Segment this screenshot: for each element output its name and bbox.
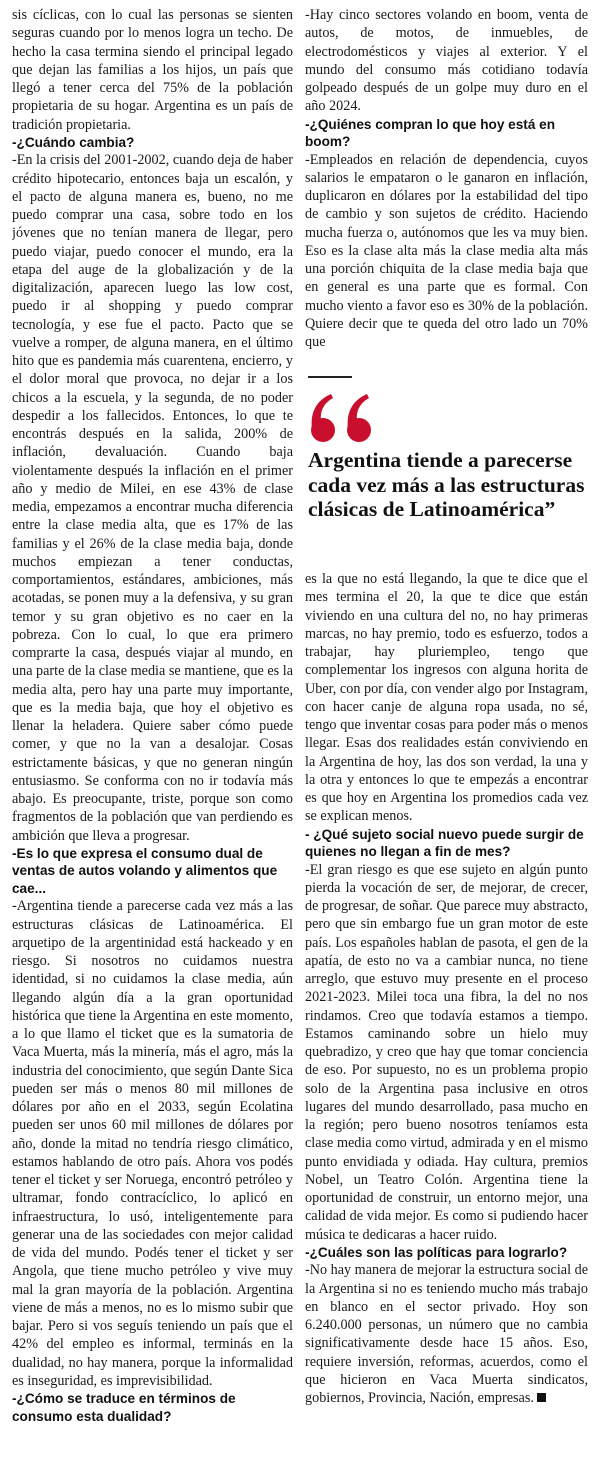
body-paragraph: -El gran riesgo es que ese sujeto en algún punto pierda la vocación de ser, de mejorar, de crecer, de progresar, de soñar. Que parece muy abstracto, pero que sin embargo fue un gran motor de este país. Los españoles hablan de pasota, el gen de la apatía, de esto no va a cambiar nunca, no tiene arreglo, que estuvo muy presente en el proceso 2021-2023. Milei toca una fibra, la del no nos rindamos. Creo que todavía estamos a tiempo. Estamos caminando sobre un hielo muy quebradizo, y creo que hay que tomar conciencia de eso. Por supuesto, no es un problema propio solo de la Argentina pasa inclusive en otros lugares del mundo desarrollado, pasa mucho en la región; pero bueno nosotros teníamos esta clase media como virtud, admirada y en el mismo punto envidiada y odiada. Hay cultura, premios Nobel, un Teatro Colón. Argentina tiene la oportunidad de construir, un entorno mejor, una calidad de vida mejor. Es como si pudiendo hacer música te dedicaras a hacer ruido. (305, 861, 588, 1243)
open-quote-icon (305, 390, 385, 446)
interview-question: -¿Cómo se traduce en términos de consumo esta dualidad? (12, 1391, 236, 1424)
interview-question: -¿Cuáles son las políticas para lograrlo? (305, 1244, 568, 1260)
interview-question: - ¿Qué sujeto social nuevo puede surgir de quienes no llegan a fin de mes? (305, 826, 584, 859)
body-paragraph: -Argentina tiende a parecerse cada vez más a las estructuras clásicas de Latinoamérica. El arquetipo de la argentinidad está hackeado y en riesgo. Si nosotros no cuidamos nuestra identidad, si no cuidamos la clase media, aún llegando algún día a la gran oportunidad histórica que tiene la Argentina en este momento, a lo que llamo el ticket que es la sumatoria de Vaca Muerta, más la minería, más el agro, más la industria del conocimiento, que según Dante Sica pueden ser más o menos 80 mil millones de dólares por año en el 2033, según Ecolatina pueden ser unos 60 mil millones de dólares por año, donde la mitad no tendría riesgo climático, estamos hablando de otro país. Ahora vos podés tener el ticket y ser Noruega, encontró petróleo y ultramar, fondo contracíclico, lo aplicó en infraestructura, lo usó, inteligentemente para generar una de las sociedades con mejor calidad de vida del mundo. Podés tener el ticket y ser Angola, que tiene mucho petróleo y vive muy mal la gran mayoría de la población. Argentina viene de más a menos, no es lo mismo subir que bajar. Pero si vos seguís teniendo un país que el 42% del empleo es informal, terminás en la dualidad, no hay manera, porque la informalidad es inseguridad, es imprevisibilidad. (12, 898, 293, 1389)
interview-question: -¿Quiénes compran lo que hoy está en boom? (305, 116, 556, 149)
pull-quote-text: Argentina tiende a parecerse cada vez más a las estructuras clásicas de Latinoamérica” (308, 448, 585, 521)
left-column (12, 6, 293, 1476)
body-paragraph: -Empleados en relación de dependencia, cuyos salarios le empataron o le ganaron en inflación, duplicaron en dólares por la estabilidad del tipo de cambio y son sujetos de crédito. Haciendo mucha fuerza o, autónomos que les va muy bien. Eso es la clase alta más la clase media alta más una porción chiquita de la clase media baja que en general es una parte que es formal. Con mucho viento a favor eso es 30% de la población. Quiere decir que te queda del otro lado un 70% que (305, 151, 588, 350)
right-column-bottom (305, 570, 588, 1476)
body-paragraph: es la que no está llegando, la que te dice que el mes termina el 20, la que te dice que están viviendo en una cultura del no, no hay primeras marcas, no hay premio, todo es esfuerzo, todos a trabajar, hay pluriempleo, tengo que complementar los ingresos con alguna horita de Uber, con por día, con vender algo por Instagram, con hacer canje de alguna ropa usada, no sé, tengo que inventar cosas para poder más o menos llegar. Esas dos realidades están conviviendo en la Argentina de hoy, las dos son verdad, la una y la otra y entonces lo que te empezás a encontrar es que hoy en Argentina los promedios cada vez se explican menos. (305, 571, 588, 825)
body-paragraph: -Hay cinco sectores volando en boom, venta de autos, de motos, de inmuebles, de electrodomésticos y viajes al exterior. Y el mundo del consumo más cotidiano todavía golpeado después de un golpe muy duro en el año 2024. (305, 7, 588, 115)
end-square-icon (537, 1393, 546, 1402)
body-paragraph: sis cíclicas, con lo cual las personas se sienten seguras cuando por lo menos logra un techo. De hecho la casa termina siendo el principal legado que dejan las familias a los hijos, un país que llegó a tener cerca del 75% de la población propietaria de su hogar. Argentina es un país de tradición propietaria. (12, 7, 293, 133)
final-paragraph-text: -No hay manera de mejorar la estructura social de la Argentina si no es teniendo mucho más trabajo en blanco en el sector privado. Hoy son 6.240.000 personas, un número que no cambia significativamente desde hace 15 años. Eso, requiere inversión, reformas, acuerdos, como el que hicieron en Vaca Muerta sindicatos, gobiernos, Provincia, Nación, empresas. (305, 1262, 588, 1406)
final-paragraph (305, 1261, 588, 1407)
interview-question: -Es lo que expresa el consumo dual de ventas de autos volando y alimentos que cae... (12, 845, 278, 896)
pull-quote-rule (308, 376, 352, 378)
interview-question: -¿Cuándo cambia? (12, 134, 135, 150)
pull-quote (305, 376, 588, 566)
body-paragraph: -En la crisis del 2001-2002, cuando deja de haber crédito hipotecario, entonces baja un escalón, y el pacto de alguna manera es, bueno, no me puedo comprar una casa, sobre todo en los jóvenes que no tenían manera de llegar, pero puedo viajar, puedo conocer el mundo, era la etapa del auge de la globalización y de la digitalización, aparecen luego las low cost, puedo ir al shopping y puedo comprar tecnología, y ese fue el pacto. Pacto que se vuelve a romper, de alguna manera, en el último hito que es pandemia más cuarentena, encierro, y el dolor moral que provoca, no dejar ir a los chicos a la escuela, y la segunda, de no poder despedir a los fallecidos. Entonces, lo que te encontrás después en la salida, 200% de inflación, devaluación. Cuando baja violentamente después la inflación en el primer año y medio de Milei, en ese 43% de clase media, empezamos a encontrar mucha diferencia entre la clase media alta, que es 17% de las familias y el 26% de la clase media baja, donde muchos empiezan a tener conductas, comportamientos, estándares, ambiciones, más acotadas, se ponen muy a la defensiva, y su gran temor y su gran objetivo es no caer en la pobreza. Con lo cual, lo que era primero comprarte la casa, después viajar al mundo, en una parte de la clase media se mantiene, que es la media alta, pero hay una parte muy importante, que es la media baja, que hoy el objetivo es llenar la heladera. Quiere saber cómo puede comer, y que no la van a desalojar. Cosas estrictamente básicas, y que no generan ningún entusiasmo. Se conforma con no ir todavía más abajo. Es preocupante, triste, porque son como fragmentos de la población que van perdiendo es ambición que lleva a progresar. (12, 152, 293, 844)
